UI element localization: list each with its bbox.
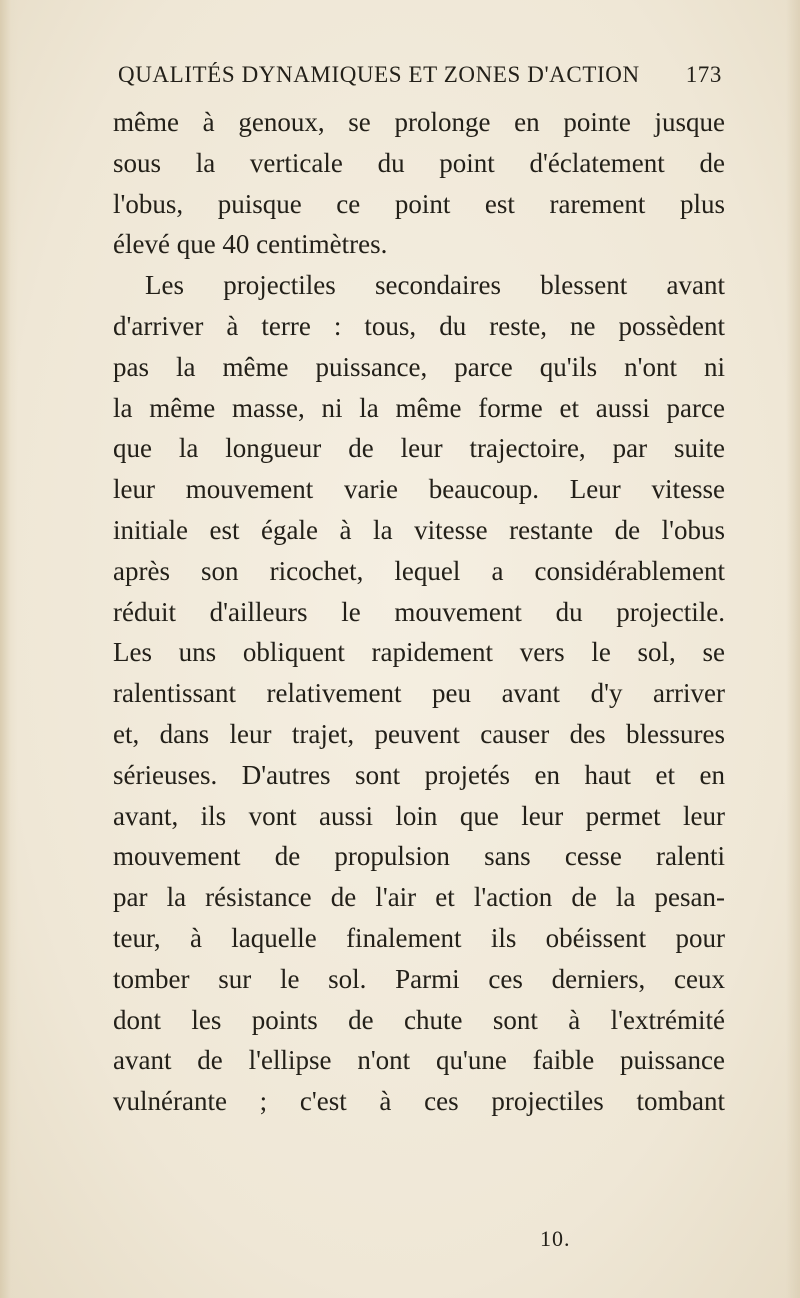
page-gutter-shadow: [0, 0, 18, 1298]
text-line: sérieuses. D'autres sont projetés en haut et en: [113, 759, 725, 790]
text-line: et, dans leur trajet, peuvent causer des blessures: [113, 718, 725, 749]
text-line: sous la verticale du point d'éclatement de: [113, 147, 725, 178]
signature-mark: 10.: [540, 1226, 571, 1251]
text-line: Les uns obliquent rapidement vers le sol, se: [113, 637, 725, 668]
text-line: leur mouvement varie beaucoup. Leur vitesse: [113, 474, 725, 505]
text-line: après son ricochet, lequel a considérablement: [113, 555, 725, 586]
text-line: tomber sur le sol. Parmi ces derniers, ceux: [113, 963, 725, 994]
text-line: l'obus, puisque ce point est rarement plus: [113, 188, 725, 219]
text-line: avant de l'ellipse n'ont qu'une faible puissance: [113, 1045, 725, 1076]
text-line: d'arriver à terre : tous, du reste, ne possèdent: [113, 310, 725, 341]
text-line: ralentissant relativement peu avant d'y arriver: [113, 678, 725, 709]
body-text: [113, 102, 725, 1122]
text-line: vulnérante ; c'est à ces projectiles tombant: [113, 1086, 725, 1117]
text-line: dont les points de chute sont à l'extrémité: [113, 1004, 725, 1035]
text-line: par la résistance de l'air et l'action de la pesan-: [113, 882, 725, 913]
text-line: élevé que 40 centimètres.: [113, 229, 388, 260]
text-line: mouvement de propulsion sans cesse ralenti: [113, 841, 725, 872]
text-line: teur, à laquelle finalement ils obéissent pour: [113, 922, 725, 953]
text-line: la même masse, ni la même forme et aussi parce: [113, 392, 725, 423]
text-line: que la longueur de leur trajectoire, par suite: [113, 433, 725, 464]
text-line: même à genoux, se prolonge en pointe jusque: [113, 107, 725, 137]
text-line: initiale est égale à la vitesse restante de l'obus: [113, 514, 725, 545]
text-line: avant, ils vont aussi loin que leur permet leur: [113, 800, 725, 831]
text-line: Les projectiles secondaires blessent avant: [145, 270, 725, 301]
text-line: réduit d'ailleurs le mouvement du projectile.: [113, 596, 725, 627]
running-head-title: QUALITÉS DYNAMIQUES ET ZONES D'ACTION: [118, 62, 640, 87]
page-edge-shadow: [786, 0, 800, 1298]
page-number: 173: [685, 62, 722, 87]
running-head: [110, 62, 722, 92]
text-line: pas la même puissance, parce qu'ils n'ont ni: [113, 351, 725, 382]
